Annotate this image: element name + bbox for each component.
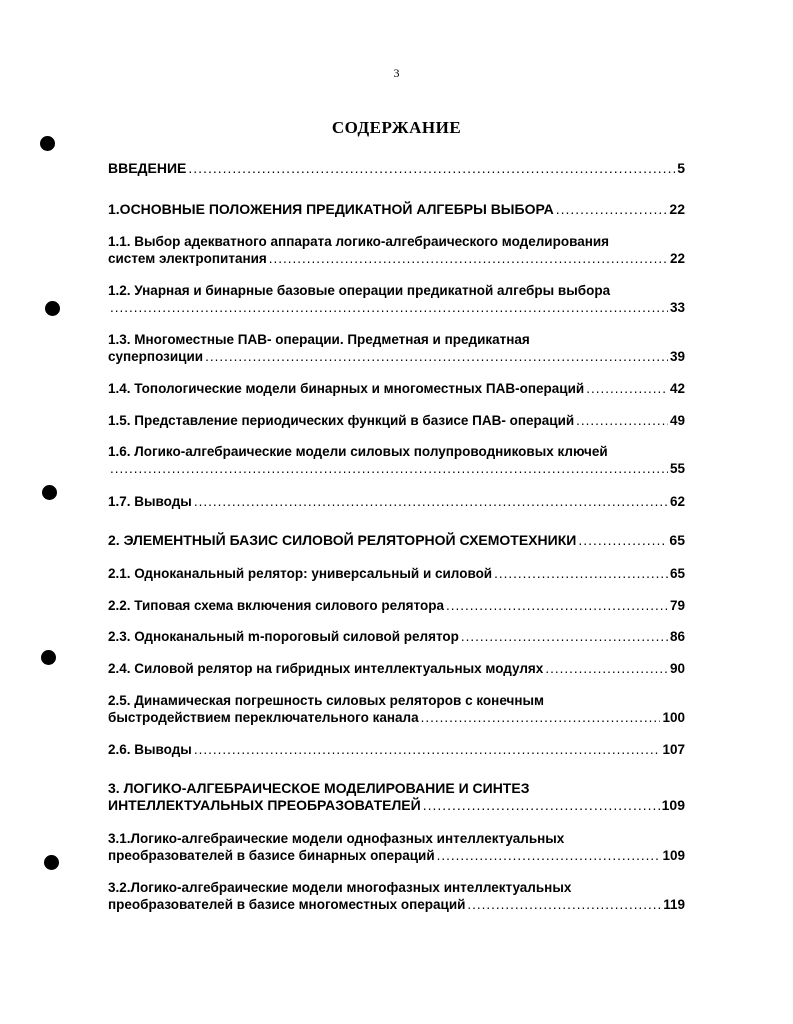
toc-page-number: 65 bbox=[669, 566, 685, 581]
toc-entry-title: 2.3. Одноканальный m-пороговый силовой релятор bbox=[108, 629, 459, 644]
toc-page-number: 62 bbox=[669, 494, 685, 509]
toc-entry-title: ИНТЕЛЛЕКТУАЛЬНЫХ ПРЕОБРАЗОВАТЕЛЕЙ bbox=[108, 797, 421, 813]
toc-entry-title: 1.ОСНОВНЫЕ ПОЛОЖЕНИЯ ПРЕДИКАТНОЙ АЛГЕБРЫ ВЫБОРА bbox=[108, 201, 554, 217]
toc-entry-title: 2.2. Типовая схема включения силового релятора bbox=[108, 598, 444, 613]
toc-entry[interactable] bbox=[108, 565, 685, 582]
toc-entry-title: 2.6. Выводы bbox=[108, 742, 192, 757]
dot-leader bbox=[269, 250, 668, 267]
toc-page-number: 100 bbox=[662, 710, 685, 725]
toc-entry-title: 1.5. Представление периодических функций в базисе ПАВ- операций bbox=[108, 413, 575, 428]
dot-leader bbox=[194, 741, 661, 758]
toc-entry[interactable] bbox=[108, 830, 685, 864]
toc-entry-title: 1.2. Унарная и бинарные базовые операции предикатной алгебры выбора bbox=[108, 283, 611, 298]
toc-page-number: 107 bbox=[662, 742, 685, 757]
toc-page-number: 90 bbox=[669, 661, 685, 676]
toc-page-number: 79 bbox=[669, 598, 685, 613]
toc-page-number: 22 bbox=[669, 201, 685, 217]
dot-leader bbox=[205, 348, 668, 365]
dot-leader bbox=[467, 896, 661, 913]
toc-entry-title: 3. ЛОГИКО-АЛГЕБРАИЧЕСКОЕ МОДЕЛИРОВАНИЕ И СИНТЕЗ bbox=[108, 780, 530, 796]
toc-page-number: 55 bbox=[669, 461, 685, 476]
toc-page-number: 42 bbox=[669, 381, 685, 396]
dot-leader bbox=[576, 412, 668, 429]
toc-entry[interactable] bbox=[108, 660, 685, 677]
toc-entry[interactable] bbox=[108, 532, 685, 549]
toc-page-number: 39 bbox=[669, 349, 685, 364]
toc-entry-title: систем электропитания bbox=[108, 251, 267, 266]
toc-entry[interactable] bbox=[108, 628, 685, 645]
dot-leader bbox=[494, 565, 668, 582]
toc-page-number: 49 bbox=[669, 413, 685, 428]
toc-entry-title: ВВЕДЕНИЕ bbox=[108, 160, 187, 176]
dot-leader bbox=[556, 201, 668, 218]
toc-page-number: 65 bbox=[669, 532, 685, 548]
punch-hole-mark bbox=[42, 485, 57, 500]
punch-hole-mark bbox=[40, 136, 55, 151]
toc-entry[interactable] bbox=[108, 412, 685, 429]
toc-entry[interactable] bbox=[108, 443, 685, 477]
toc-entry-title: 2. ЭЛЕМЕНТНЫЙ БАЗИС СИЛОВОЙ РЕЛЯТОРНОЙ СХЕМОТЕХНИКИ bbox=[108, 532, 577, 548]
dot-leader bbox=[461, 628, 668, 645]
toc-entry[interactable] bbox=[108, 160, 685, 177]
toc-entry[interactable] bbox=[108, 493, 685, 510]
dot-leader bbox=[578, 532, 667, 549]
dot-leader bbox=[545, 660, 668, 677]
toc-entry-title: 1.6. Логико-алгебраические модели силовых полупроводниковых ключей bbox=[108, 444, 608, 459]
toc-entry[interactable] bbox=[108, 692, 685, 726]
toc-entry-title: 1.3. Многоместные ПАВ- операции. Предметная и предикатная bbox=[108, 332, 530, 347]
toc-title: СОДЕРЖАНИЕ bbox=[331, 118, 462, 137]
toc-entry-title: преобразователей в базисе многоместных операций bbox=[108, 897, 466, 912]
toc-entry-title: 2.5. Динамическая погрешность силовых реляторов с конечным bbox=[108, 693, 545, 708]
dot-leader bbox=[188, 160, 675, 177]
toc-entry-title: 2.1. Одноканальный релятор: универсальный и силовой bbox=[108, 566, 493, 581]
toc-page-number: 119 bbox=[663, 897, 685, 912]
page-number: 3 bbox=[393, 66, 400, 80]
dot-leader bbox=[421, 709, 661, 726]
toc-entry[interactable] bbox=[108, 879, 685, 913]
toc-entry[interactable] bbox=[108, 597, 685, 614]
punch-hole-mark bbox=[45, 301, 60, 316]
dot-leader bbox=[586, 380, 668, 397]
toc-entry-title: 3.2.Логико-алгебраические модели многофазных интеллектуальных bbox=[108, 880, 572, 895]
toc-entry-title: 3.1.Логико-алгебраические модели однофазных интеллектуальных bbox=[108, 831, 565, 846]
toc-entry-title: 2.4. Силовой релятор на гибридных интеллектуальных модулях bbox=[108, 661, 544, 676]
toc-page-number: 109 bbox=[661, 797, 685, 813]
dot-leader bbox=[194, 493, 668, 510]
toc-entry-title: 1.1. Выбор адекватного аппарата логико-алгебраического моделирования bbox=[108, 234, 610, 249]
toc-page-number: 5 bbox=[677, 160, 685, 176]
toc-entry[interactable] bbox=[108, 233, 685, 267]
toc-entry[interactable] bbox=[108, 380, 685, 397]
toc-entry-title: преобразователей в базисе бинарных операций bbox=[108, 848, 435, 863]
dot-leader bbox=[110, 299, 668, 316]
toc-entry-title: 1.7. Выводы bbox=[108, 494, 192, 509]
toc-entry[interactable] bbox=[108, 282, 685, 316]
toc-entry[interactable] bbox=[108, 331, 685, 365]
punch-hole-mark bbox=[41, 650, 56, 665]
toc-entry-title: 1.4. Топологические модели бинарных и многоместных ПАВ-операций bbox=[108, 381, 585, 396]
dot-leader bbox=[110, 460, 668, 477]
dot-leader bbox=[446, 597, 668, 614]
toc-entry-title: быстродействием переключательного канала bbox=[108, 710, 419, 725]
punch-hole-mark bbox=[44, 855, 59, 870]
toc-entry-title: суперпозиции bbox=[108, 349, 204, 364]
toc-page-number: 86 bbox=[669, 629, 685, 644]
toc-entry[interactable] bbox=[108, 201, 685, 218]
dot-leader bbox=[423, 797, 660, 814]
dot-leader bbox=[437, 847, 661, 864]
toc-entry[interactable] bbox=[108, 741, 685, 758]
toc-page-number: 33 bbox=[669, 300, 685, 315]
toc-entry[interactable] bbox=[108, 780, 685, 814]
toc-page-number: 22 bbox=[669, 251, 685, 266]
toc-page-number: 109 bbox=[662, 848, 685, 863]
